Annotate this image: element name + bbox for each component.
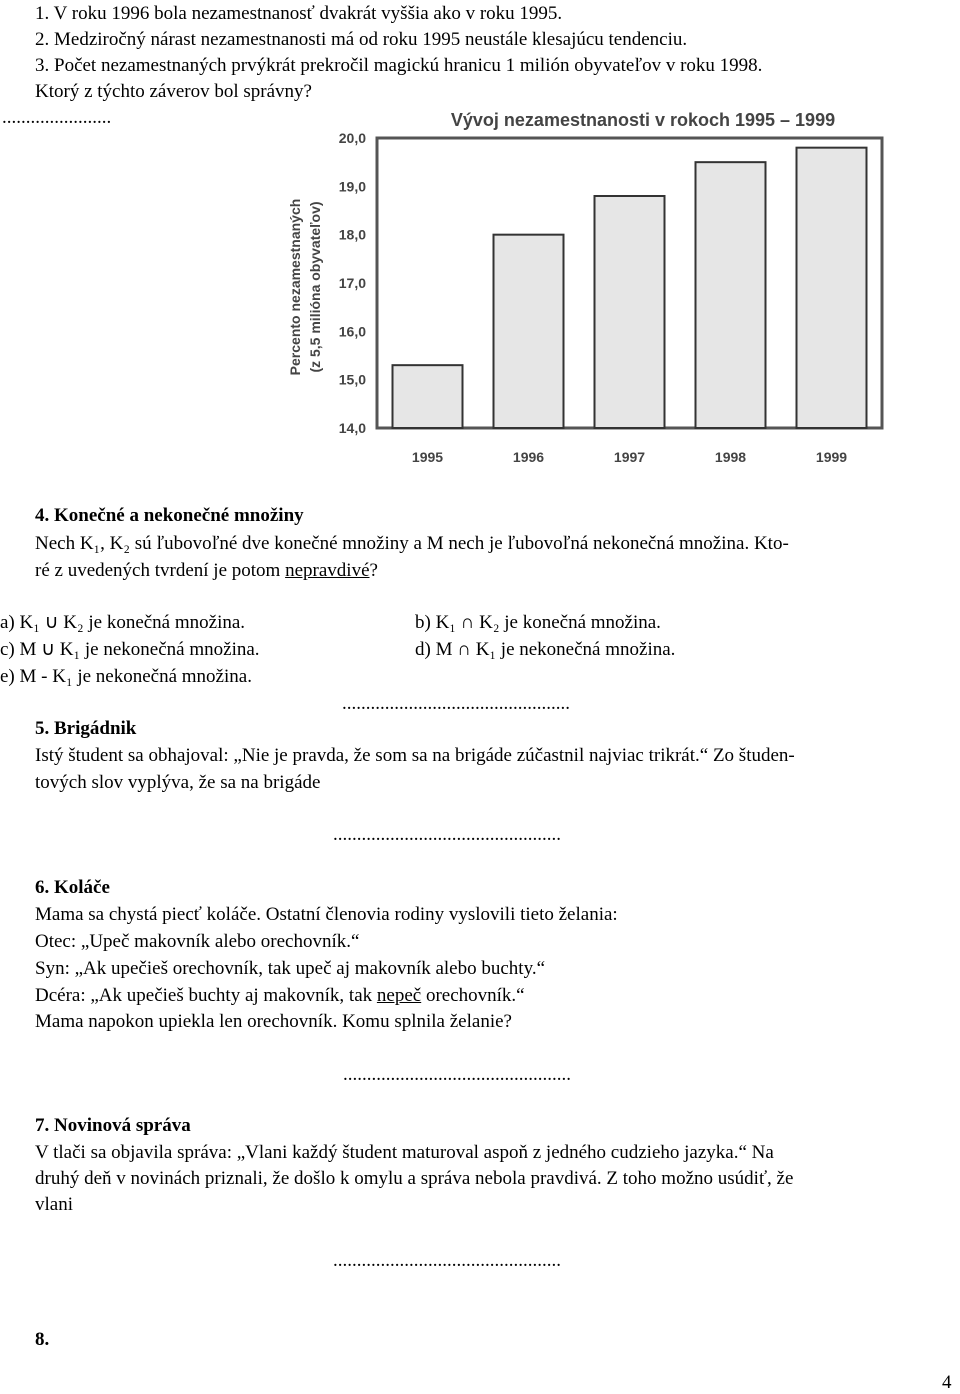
q6-daughter-emphasis: nepeč: [376, 985, 422, 1006]
q4-heading: [35, 505, 304, 527]
answer-blank-5: ................................................: [333, 824, 561, 845]
y-tick-label: 19,0: [338, 178, 366, 195]
q6-number: 6.: [35, 877, 50, 898]
q5-title: Brigádnik: [54, 718, 137, 739]
q4-title: Konečné a nekonečné množiny: [54, 505, 304, 526]
q6-daughter-part2: orechovník.“: [421, 985, 525, 1006]
q4-text-part: ré z uvedených tvrdení je potom: [35, 560, 286, 581]
x-tick-label: 1998: [714, 449, 747, 465]
q6-daughter-part1: Dcéra: „Ak upečieš buchty aj makovník, tak: [35, 985, 377, 1006]
q4-emphasis: nepravdivé: [285, 560, 370, 581]
q5-heading: [35, 718, 136, 740]
q5-text-line1: Istý študent sa obhajoval: „Nie je pravda, že som sa na brigáde zúčastnil najviac trikrát.“ Zo študen-: [35, 745, 795, 766]
q5-number: 5.: [35, 718, 50, 739]
bar-1996: [494, 235, 564, 428]
y-tick-label: 14,0: [338, 420, 366, 436]
y-tick-label: 17,0: [338, 275, 366, 291]
chart-ylabel-line2: (z 5,5 milióna obyvateľov): [307, 201, 323, 373]
q6-line-3: Syn: „Ak upečieš orechovník, tak upeč aj makovník alebo buchty.“: [35, 958, 546, 979]
x-tick-label: 1995: [411, 449, 444, 465]
answer-blank-7: ................................................: [333, 1250, 561, 1271]
q6-line-2: Otec: „Upeč makovník alebo orechovník.“: [35, 931, 360, 952]
page-number: 4: [942, 1372, 952, 1393]
statement-1: 1. V roku 1996 bola nezamestnanosť dvakrát vyššia ako v roku 1995.: [35, 3, 563, 24]
statement-2: 2. Medziročný nárast nezamestnanosti má od roku 1995 neustále klesajúcu tendenciu.: [35, 29, 688, 50]
answer-blank-3: .......................: [2, 107, 112, 128]
q4-option-b: b) K₁ ∩ K₂ je konečná množina.: [415, 612, 661, 633]
q4-text-line1: Nech K₁, K₂ sú ľubovoľné dve konečné množiny a M nech je ľubovoľná nekonečná množina. Kto-: [35, 533, 789, 554]
question-text: Ktorý z týchto záverov bol správny?: [35, 81, 312, 102]
answer-blank-4: ................................................: [342, 693, 570, 714]
bar-1995: [393, 365, 463, 428]
statement-3: 3. Počet nezamestnaných prvýkrát prekročil magickú hranicu 1 milión obyvateľov v roku 1998.: [35, 55, 763, 76]
q7-line-1: V tlači sa objavila správa: „Vlani každý študent maturoval aspoň z jedného cudzieho jazyka.“ Na: [35, 1142, 774, 1163]
q6-title: Koláče: [54, 877, 110, 898]
q4-option-c: c) M ∪ K₁ je nekonečná množina.: [0, 639, 260, 660]
q7-line-3: vlani: [35, 1194, 73, 1215]
bar-1998: [696, 162, 766, 428]
q4-option-a: a) K₁ ∪ K₂ je konečná množina.: [0, 612, 246, 633]
q5-text-line2: tových slov vyplýva, že sa na brigáde: [35, 772, 321, 793]
q7-title: Novinová správa: [54, 1115, 191, 1136]
q6-heading: [35, 877, 110, 899]
unemployment-bar-chart: [270, 100, 910, 480]
y-tick-label: 16,0: [338, 323, 366, 340]
x-tick-label: 1999: [815, 449, 848, 465]
q7-number: 7.: [35, 1115, 50, 1136]
q8-number: 8.: [35, 1329, 50, 1350]
q7-heading: [35, 1115, 191, 1137]
q4-option-d: d) M ∩ K₁ je nekonečná množina.: [415, 639, 676, 660]
q4-text-end: ?: [369, 560, 378, 581]
answer-blank-6: ................................................: [343, 1064, 571, 1085]
x-tick-label: 1996: [512, 449, 545, 465]
y-tick-label: 15,0: [338, 371, 366, 388]
q6-line-4: [35, 985, 525, 1007]
q6-line-5: Mama napokon upiekla len orechovník. Komu splnila želanie?: [35, 1011, 512, 1032]
q4-option-e: e) M - K₁ je nekonečná množina.: [0, 666, 252, 687]
x-tick-label: 1997: [613, 449, 646, 465]
q7-line-2: druhý deň v novinách priznali, že došlo k omylu a správa nebola pravdivá. Z toho možno usúdiť, že: [35, 1168, 794, 1189]
q4-number: 4.: [35, 505, 50, 526]
q6-line-1: Mama sa chystá piecť koláče. Ostatní členovia rodiny vyslovili tieto želania:: [35, 904, 618, 925]
y-tick-label: 18,0: [338, 226, 366, 243]
chart-title: Vývoj nezamestnanosti v rokoch 1995 – 1999: [450, 110, 836, 130]
y-tick-label: 20,0: [338, 130, 366, 146]
q4-text-line2: [35, 560, 378, 582]
bar-1999: [797, 148, 867, 428]
bar-1997: [595, 196, 665, 428]
chart-ylabel-line1: Percento nezamestnaných: [287, 198, 303, 376]
